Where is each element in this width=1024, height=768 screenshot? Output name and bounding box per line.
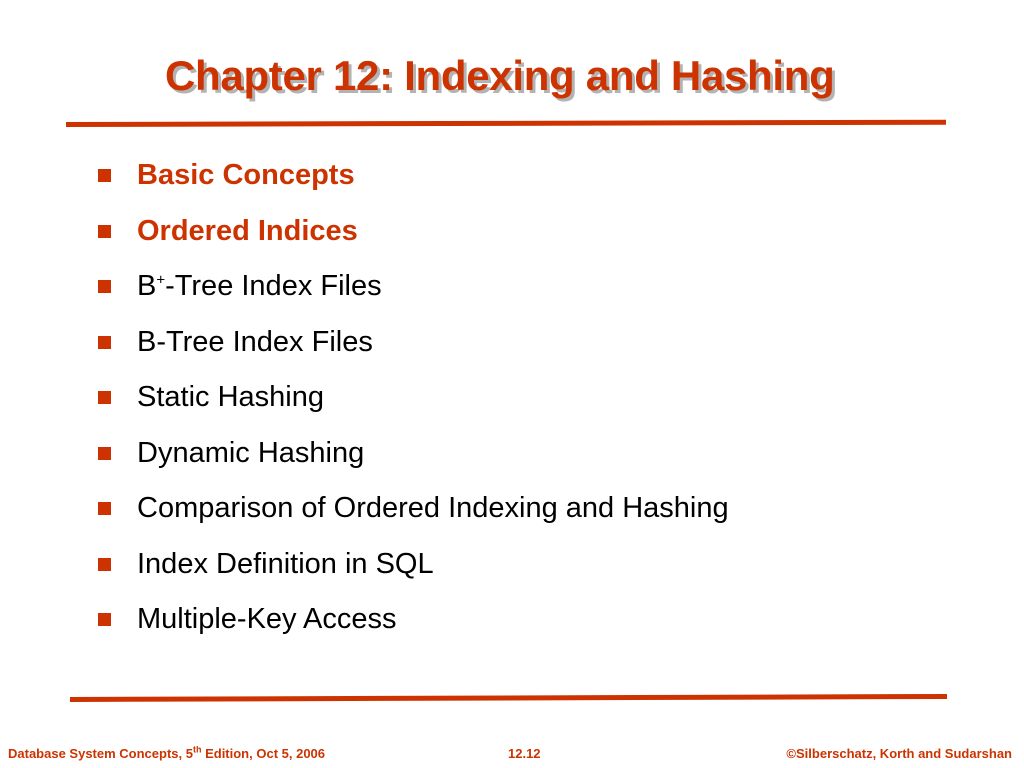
title-divider	[66, 120, 946, 127]
bullet-list	[98, 148, 729, 648]
slide-title: Chapter 12: Indexing and Hashing	[165, 52, 835, 99]
square-bullet-icon	[98, 336, 111, 349]
bullet-item	[98, 259, 729, 315]
bullet-text: Basic Concepts	[137, 159, 355, 192]
bullet-text: Ordered Indices	[137, 214, 358, 247]
footer-divider	[70, 694, 947, 702]
footer-book-info	[8, 746, 325, 761]
square-bullet-icon	[98, 613, 111, 626]
bullet-item	[98, 148, 729, 204]
bullet-text-prefix: B	[137, 270, 157, 303]
bullet-item	[98, 481, 729, 537]
square-bullet-icon	[98, 447, 111, 460]
square-bullet-icon	[98, 391, 111, 404]
bullet-item	[98, 204, 729, 260]
bullet-text: B-Tree Index Files	[137, 325, 373, 358]
bullet-text	[137, 270, 382, 303]
footer-edition-date: Edition, Oct 5, 2006	[201, 746, 326, 761]
square-bullet-icon	[98, 169, 111, 182]
bullet-text: Dynamic Hashing	[137, 436, 365, 469]
footer-edition-superscript: th	[192, 744, 202, 755]
footer-book-title: Database System Concepts, 5	[8, 746, 193, 761]
bullet-item	[98, 537, 729, 593]
bullet-item	[98, 426, 729, 482]
square-bullet-icon	[98, 280, 111, 293]
bullet-superscript: +	[156, 271, 166, 289]
bullet-text: Comparison of Ordered Indexing and Hashing	[137, 492, 729, 525]
square-bullet-icon	[98, 502, 111, 515]
bullet-item	[98, 592, 729, 648]
bullet-item	[98, 315, 729, 371]
bullet-text: Index Definition in SQL	[137, 547, 434, 580]
bullet-item	[98, 370, 729, 426]
bullet-text-suffix: -Tree Index Files	[165, 270, 382, 303]
bullet-text: Multiple-Key Access	[137, 603, 397, 636]
square-bullet-icon	[98, 225, 111, 238]
page-number: 12.12	[508, 746, 541, 761]
bullet-text: Static Hashing	[137, 381, 324, 414]
square-bullet-icon	[98, 558, 111, 571]
footer-copyright: ©Silberschatz, Korth and Sudarshan	[786, 746, 1012, 761]
